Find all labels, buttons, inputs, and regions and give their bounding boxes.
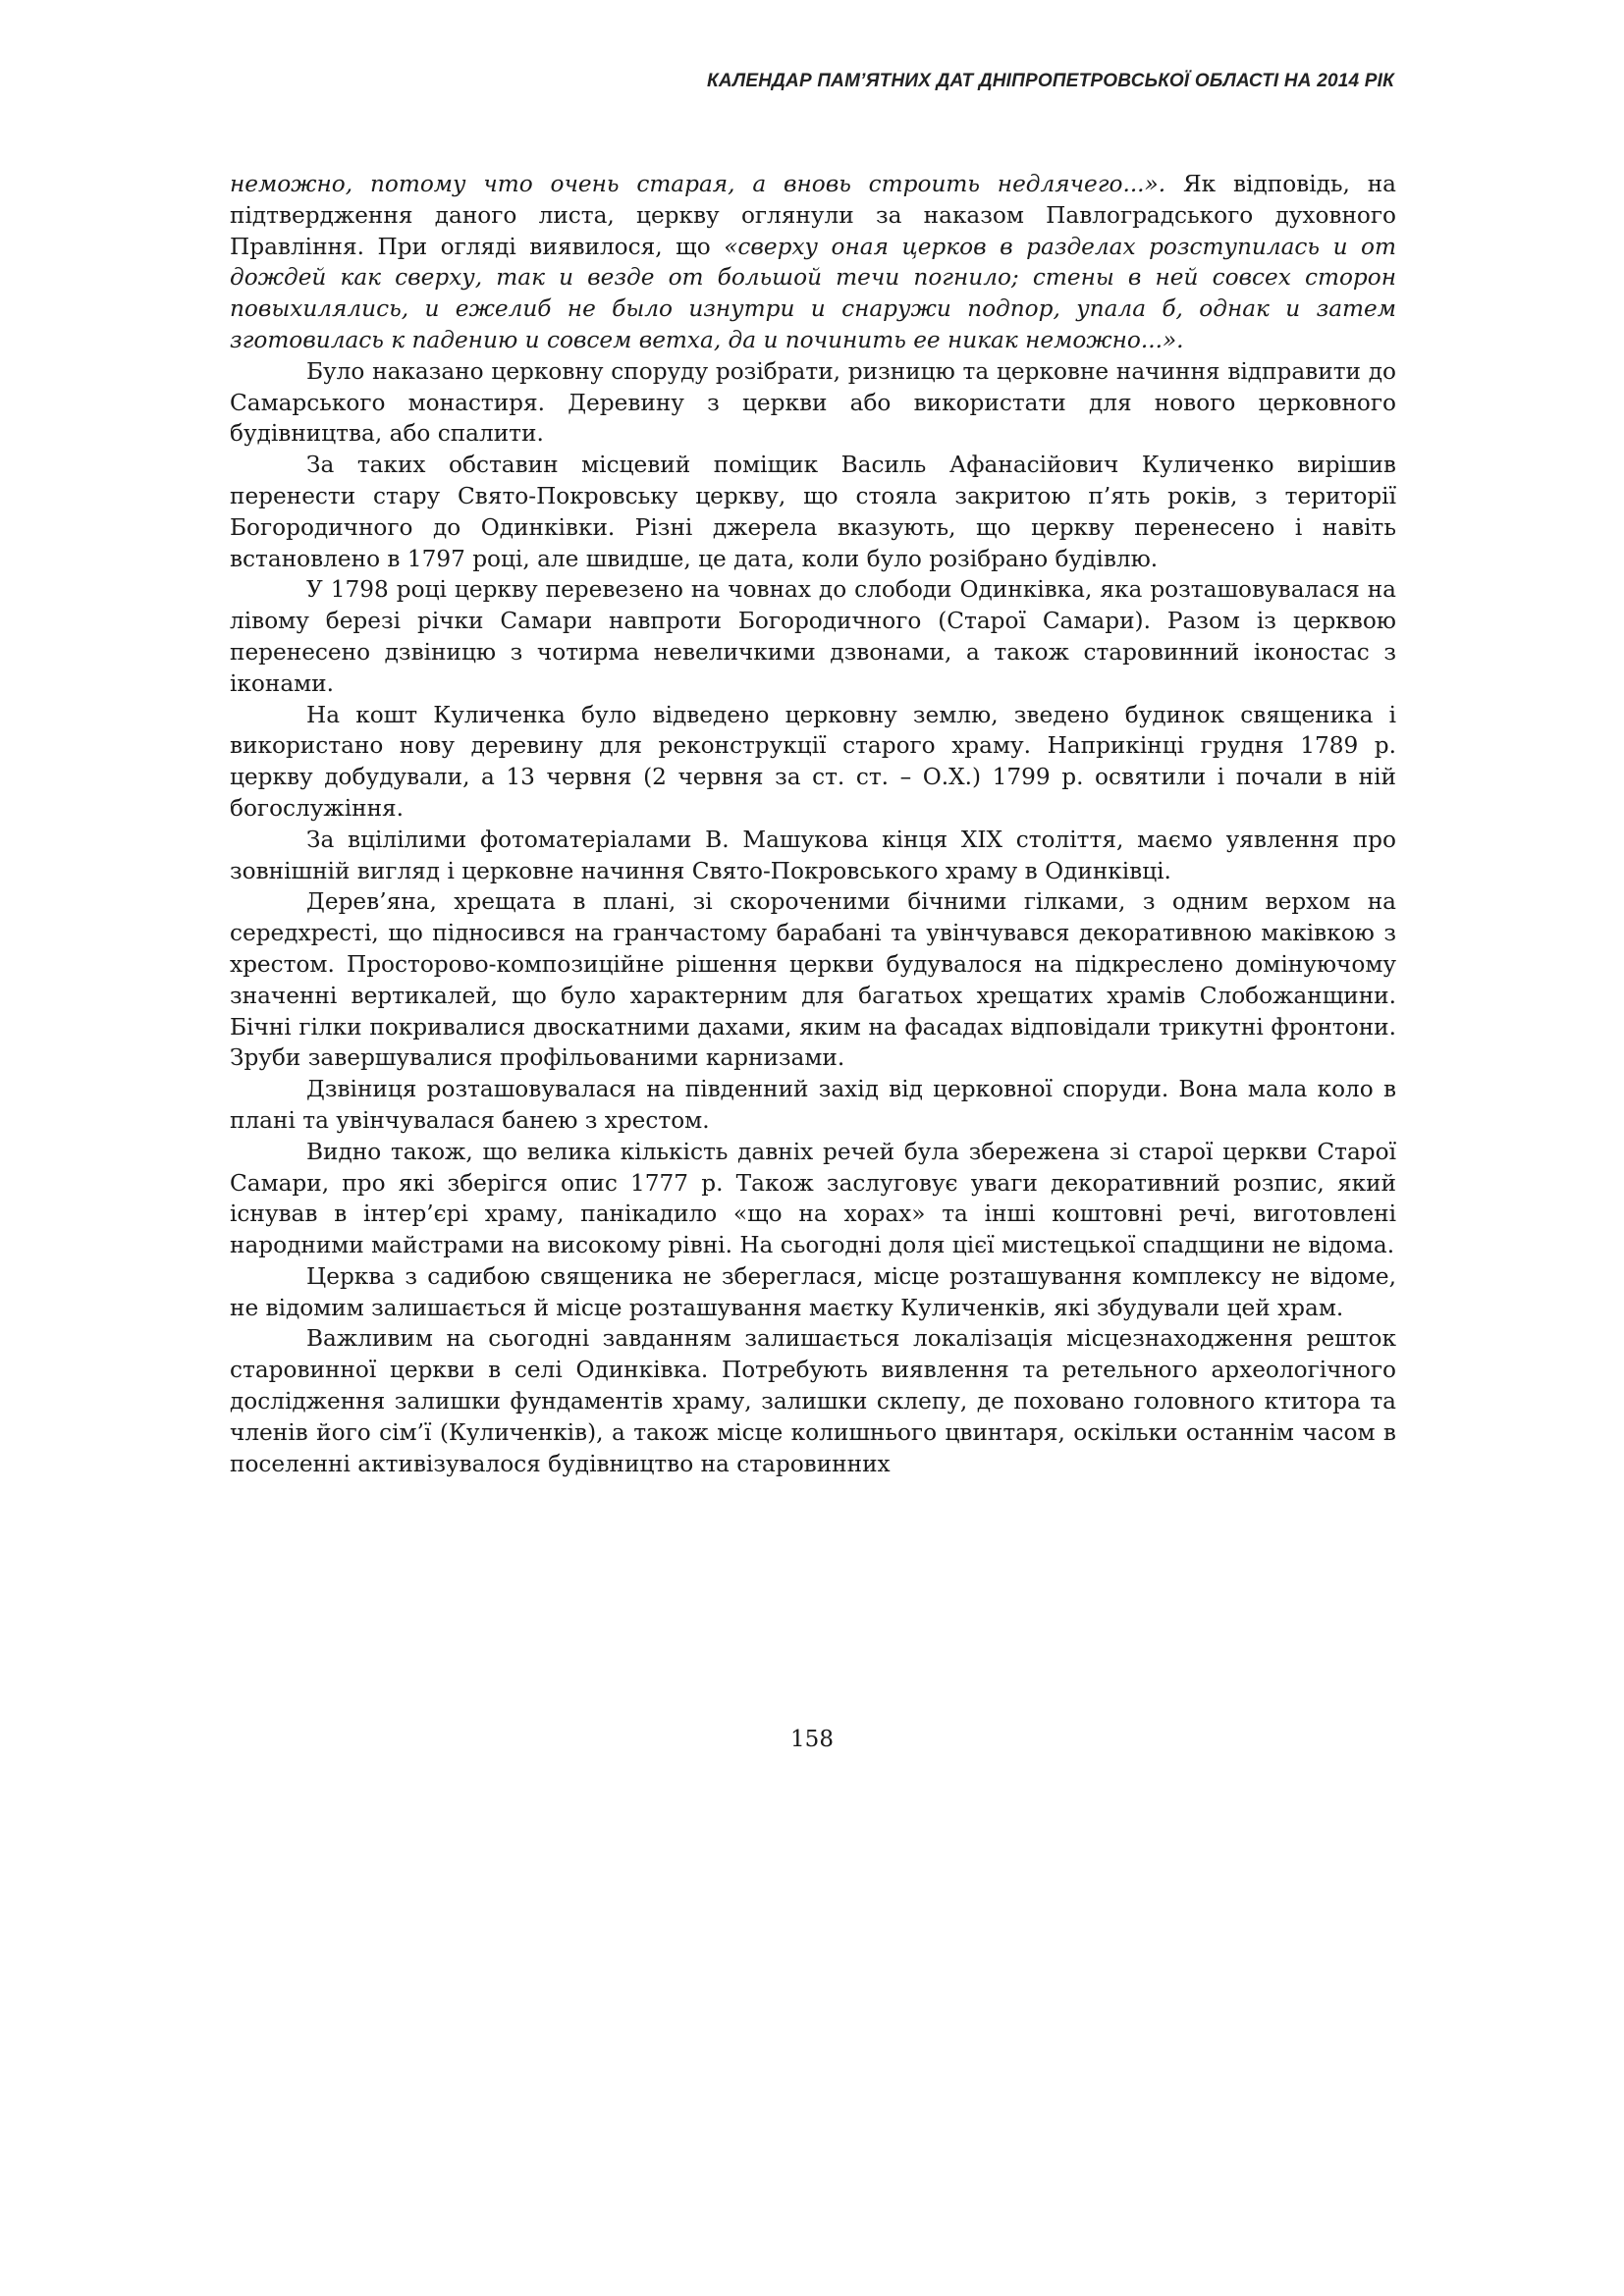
paragraph-7: Дерев’яна, хрещата в плані, зі скороченими бічними гілками, з одним верхом на середхресті, що підносився на гранчастому барабані та увінчувався декоративною маківкою з хрестом. Просторово-композиційне рішення церкви будувалося на підкреслено домінуючому значенні вертикалей, що було характерним для багатьох хрещатих храмів Слобожанщини. Бічні гілки покривалися двоскатними дахами, яким на фасадах відповідали трикутні фронтони. Зруби завершувалися профільованими карнизами.: [230, 888, 1396, 1072]
paragraph-5: На кошт Куличенка було відведено церковну землю, зведено будинок священика і використано нову деревину для реконструкції старого храму. Наприкінці грудня 1789 р. церкву добудували, а 13 червня (2 червня за ст. ст. – О.Х.) 1799 р. освятили і почали в ній богослужіння.: [230, 701, 1396, 822]
paragraph-1: [230, 169, 1396, 356]
quote-italic-1: неможно, потому что очень старая, а вновь строить недлячего...».: [230, 171, 1166, 197]
paragraph-8: Дзвіниця розташовувалася на південний захід від церковної споруди. Вона мала коло в плані та увінчувалася банею з хрестом.: [230, 1076, 1396, 1134]
body-text: [230, 169, 1396, 1479]
paragraph-4: У 1798 році церкву перевезено на човнах до слободи Одинківка, яка розташовувалася на лівому березі річки Самари навпроти Богородичного (Старої Самари). Разом із церквою перенесено дзвіницю з чотирма невеличкими дзвонами, а також старовинний іконостас з іконами.: [230, 576, 1396, 697]
paragraph-1-text: Як відповідь, на підтвердження даного листа, церкву оглянули за наказом Павлоградського духовного Правління. При огляді виявилося, що: [230, 171, 1396, 260]
paragraph-9: Видно також, що велика кількість давніх речей була збережена зі старої церкви Старої Самари, про які зберігся опис 1777 р. Також заслуговує уваги декоративний розпис, який існував в інтер’єрі храму, панікадило «що на хорах» та інші коштовні речі, виготовлені народними майстрами на високому рівні. На сьогодні доля цієї мистецької спадщини не відома.: [230, 1138, 1396, 1259]
paragraph-2: Було наказано церковну споруду розібрати, ризницю та церковне начиння відправити до Самарського монастиря. Деревину з церкви або використати для нового церковного будівництва, або спалити.: [230, 357, 1396, 448]
paragraph-11: Важливим на сьогодні завданням залишається локалізація місцезнаходження решток старовинної церкви в селі Одинківка. Потребують виявлення та ретельного археологічного дослідження залишки фундаментів храму, залишки склепу, де поховано головного ктитора та членів його сім’ї (Куличенків), а також місце колишнього цвинтаря, оскільки останнім часом в поселенні активізувалося будівництво на старовинних: [230, 1325, 1396, 1477]
paragraph-6: За вцілілими фотоматеріалами В. Машукова кінця ХІХ століття, маємо уявлення про зовнішній вигляд і церковне начиння Свято-Покровського храму в Одинківці.: [230, 826, 1396, 884]
paragraph-3: За таких обставин місцевий поміщик Василь Афанасійович Куличенко вирішив перенести стару Свято-Покровську церкву, що стояла закритою п’ять років, з території Богородичного до Одинківки. Різні джерела вказують, що церкву перенесено і навіть встановлено в 1797 році, але швидше, це дата, коли було розібрано будівлю.: [230, 452, 1396, 572]
paragraph-10: Церква з садибою священика не збереглася, місце розташування комплексу не відоме, не відомим залишається й місце розташування маєтку Куличенків, які збудували цей храм.: [230, 1262, 1396, 1321]
quote-italic-2: «сверху оная церков в разделах розступилась и от дождей как сверху, так и везде от большой течи погнило; стены в ней совсех сторон повыхилялись, и ежелиб не было изнутри и снаружи подпор, упала б, однак и затем зготовилась к падению и совсем ветха, да и починить ее никак неможно...».: [230, 233, 1396, 353]
page-number: 158: [790, 1727, 834, 1752]
running-header: КАЛЕНДАР ПАМ’ЯТНИХ ДАТ ДНІПРОПЕТРОВСЬКОЇ ОБЛАСТІ НА 2014 РІК: [707, 71, 1394, 91]
